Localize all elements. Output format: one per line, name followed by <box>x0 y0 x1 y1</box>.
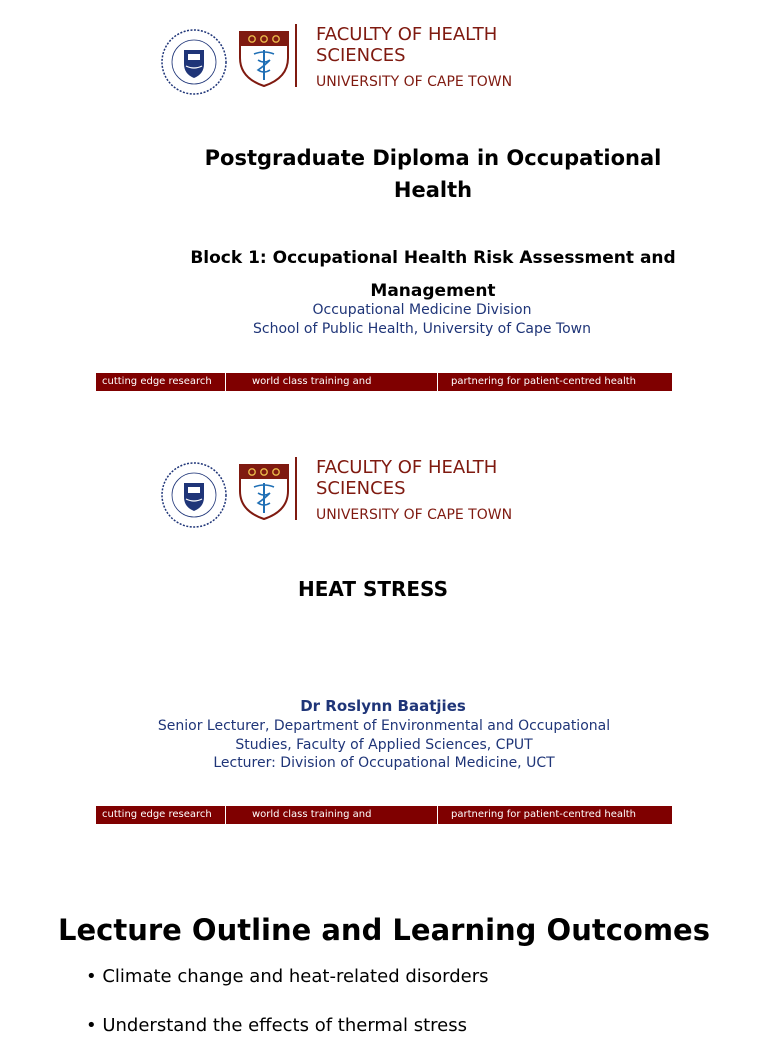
uct-seal-icon <box>160 28 228 96</box>
header-divider <box>295 24 297 87</box>
lecture-title: HEAT STRESS <box>298 577 448 601</box>
outline-bullet: • Understand the effects of thermal stress <box>86 1015 467 1036</box>
tagline-banner <box>96 373 672 391</box>
banner-item-training: world class training and <box>252 809 372 820</box>
faculty-title: FACULTY OF HEALTH SCIENCES <box>316 457 498 499</box>
faculty-header <box>160 24 520 104</box>
tagline-banner <box>96 806 672 824</box>
banner-divider <box>225 806 226 824</box>
outline-bullet: • Climate change and heat-related disorders <box>86 966 489 987</box>
course-title: Postgraduate Diploma in Occupational Health <box>204 146 662 202</box>
presenter-name: Dr Roslynn Baatjies <box>300 697 466 715</box>
presenter-role: Lecturer: Division of Occupational Medicine, UCT <box>213 755 555 771</box>
faculty-title: FACULTY OF HEALTH SCIENCES <box>316 24 498 66</box>
faculty-shield-icon <box>238 30 290 88</box>
block-title: Block 1: Occupational Health Risk Assessment and Management <box>190 248 676 301</box>
banner-item-training: world class training and <box>252 376 372 387</box>
bullet-icon: • <box>86 966 103 987</box>
banner-divider <box>437 806 438 824</box>
bullet-icon: • <box>86 1015 103 1036</box>
banner-item-partnering: partnering for patient-centred health <box>451 809 637 820</box>
faculty-header <box>160 457 520 537</box>
uct-seal-icon <box>160 461 228 529</box>
school-name: School of Public Health, University of Cape Town <box>252 321 591 337</box>
university-title: UNIVERSITY OF CAPE TOWN <box>316 74 513 90</box>
university-title: UNIVERSITY OF CAPE TOWN <box>316 507 513 523</box>
division-name: Occupational Medicine Division <box>312 302 532 318</box>
presenter-role: Senior Lecturer, Department of Environmental and Occupational Studies, Faculty of Applied Sciences, CPUT <box>157 718 611 753</box>
banner-divider <box>437 373 438 391</box>
banner-divider <box>225 373 226 391</box>
faculty-shield-icon <box>238 463 290 521</box>
banner-item-research: cutting edge research <box>102 376 212 387</box>
header-divider <box>295 457 297 520</box>
banner-item-partnering: partnering for patient-centred health <box>451 376 637 387</box>
outline-title: Lecture Outline and Learning Outcomes <box>58 913 710 947</box>
banner-item-research: cutting edge research <box>102 809 212 820</box>
